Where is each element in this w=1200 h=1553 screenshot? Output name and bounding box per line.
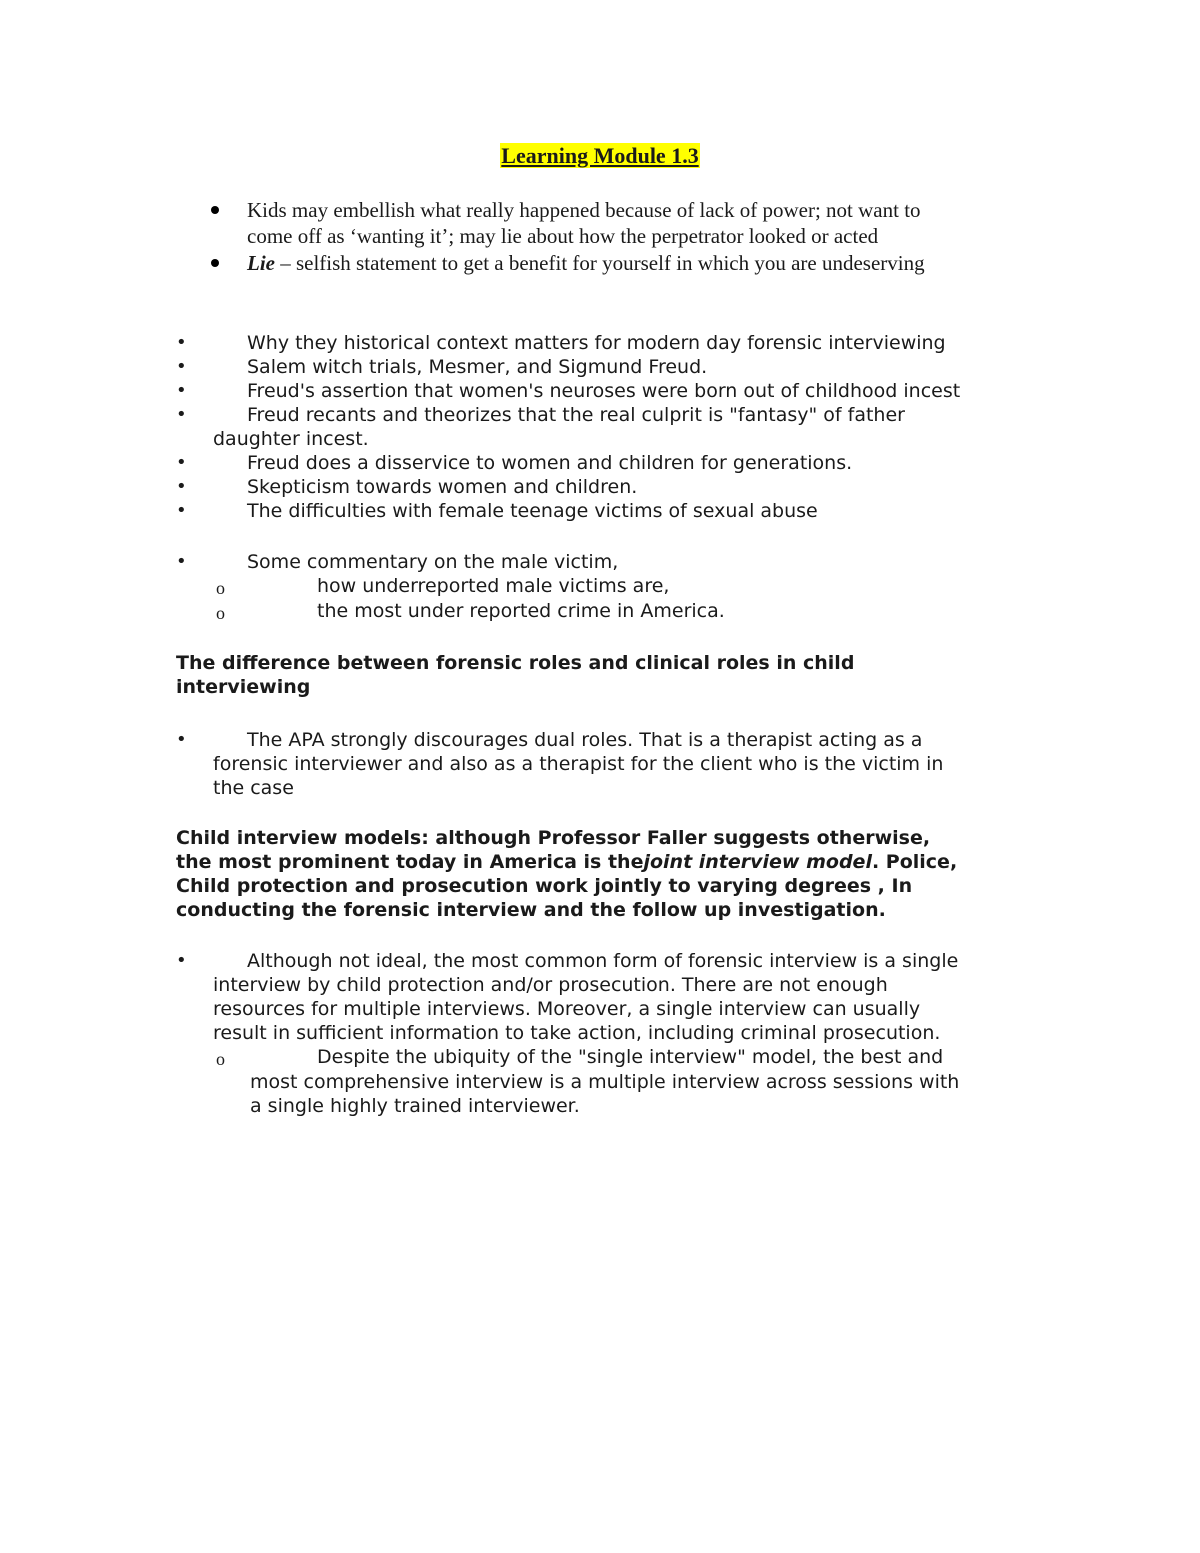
- apa-bullet-line-2: forensic interviewer and also as a therapist for the client who is the victim in: [213, 753, 944, 775]
- title-container: [0, 143, 1200, 169]
- bullet-icon: •: [176, 356, 187, 377]
- sub-bullet-icon: o: [216, 578, 225, 598]
- bullet-icon: •: [176, 950, 187, 971]
- intro-bullet-1-line-1: Kids may embellish what really happened because of lack of power; not want to: [247, 198, 921, 222]
- history-bullet-6: Skepticism towards women and children.: [247, 476, 638, 498]
- roles-heading-line-2: interviewing: [176, 676, 311, 698]
- male-victim-sub-1: how underreported male victims are,: [317, 575, 670, 597]
- bullet-icon: •: [176, 452, 187, 473]
- bullet-icon: •: [176, 332, 187, 353]
- sub-bullet-icon: o: [216, 603, 225, 623]
- history-bullet-1: Why they historical context matters for modern day forensic interviewing: [247, 332, 946, 354]
- sub-bullet-icon: o: [216, 1049, 225, 1069]
- male-victim-bullet: Some commentary on the male victim,: [247, 551, 619, 573]
- bullet-icon: •: [176, 380, 187, 401]
- single-interview-line-2: interview by child protection and/or prosecution. There are not enough: [213, 974, 888, 996]
- bullet-icon: •: [176, 551, 187, 572]
- roles-heading-line-1: The difference between forensic roles and clinical roles in child: [176, 652, 855, 674]
- intro-bullet-1-line-2: come off as ‘wanting it’; may lie about how the perpetrator looked or acted: [247, 224, 879, 248]
- history-bullet-2: Salem witch trials, Mesmer, and Sigmund Freud.: [247, 356, 708, 378]
- history-bullet-4-line-2: daughter incest.: [213, 428, 369, 450]
- joint-interview-model-term: joint interview model: [643, 851, 872, 873]
- history-bullet-7: The difficulties with female teenage victims of sexual abuse: [247, 500, 818, 522]
- lie-definition: – selfish statement to get a benefit for yourself in which you are undeserving: [274, 251, 925, 275]
- bullet-dot-icon: [211, 206, 219, 214]
- bullet-icon: •: [176, 729, 187, 750]
- single-interview-sub-line-3: a single highly trained interviewer.: [250, 1095, 580, 1117]
- bullet-icon: •: [176, 476, 187, 497]
- models-heading-line-2-start: the most prominent today in America is the: [176, 851, 644, 873]
- lie-term: Lie: [247, 251, 275, 275]
- history-bullet-3: Freud's assertion that women's neuroses were born out of childhood incest: [247, 380, 961, 402]
- single-interview-sub-line-1: Despite the ubiquity of the "single interview" model, the best and: [317, 1046, 944, 1068]
- history-bullet-4-line-1: Freud recants and theorizes that the real culprit is "fantasy" of father: [247, 404, 905, 426]
- single-interview-line-1: Although not ideal, the most common form of forensic interview is a single: [247, 950, 959, 972]
- single-interview-line-4: result in sufficient information to take action, including criminal prosecution.: [213, 1022, 941, 1044]
- models-heading-line-4: conducting the forensic interview and the follow up investigation.: [176, 899, 886, 921]
- single-interview-line-3: resources for multiple interviews. Moreover, a single interview can usually: [213, 998, 921, 1020]
- models-heading-line-1: Child interview models: although Professor Faller suggests otherwise,: [176, 827, 931, 849]
- single-interview-sub-line-2: most comprehensive interview is a multiple interview across sessions with: [250, 1071, 960, 1093]
- apa-bullet-line-3: the case: [213, 777, 294, 799]
- models-heading-line-2: [176, 850, 957, 874]
- models-heading-line-2-end: . Police,: [871, 851, 958, 873]
- intro-bullet-2: [247, 251, 925, 275]
- bullet-icon: •: [176, 404, 187, 425]
- page-title: Learning Module 1.3: [501, 143, 699, 168]
- history-bullet-5: Freud does a disservice to women and children for generations.: [247, 452, 853, 474]
- apa-bullet-line-1: The APA strongly discourages dual roles. That is a therapist acting as a: [247, 729, 923, 751]
- male-victim-sub-2: the most under reported crime in America.: [317, 600, 725, 622]
- bullet-icon: •: [176, 500, 187, 521]
- models-heading-line-3: Child protection and prosecution work jointly to varying degrees , In: [176, 875, 913, 897]
- bullet-dot-icon: [211, 259, 219, 267]
